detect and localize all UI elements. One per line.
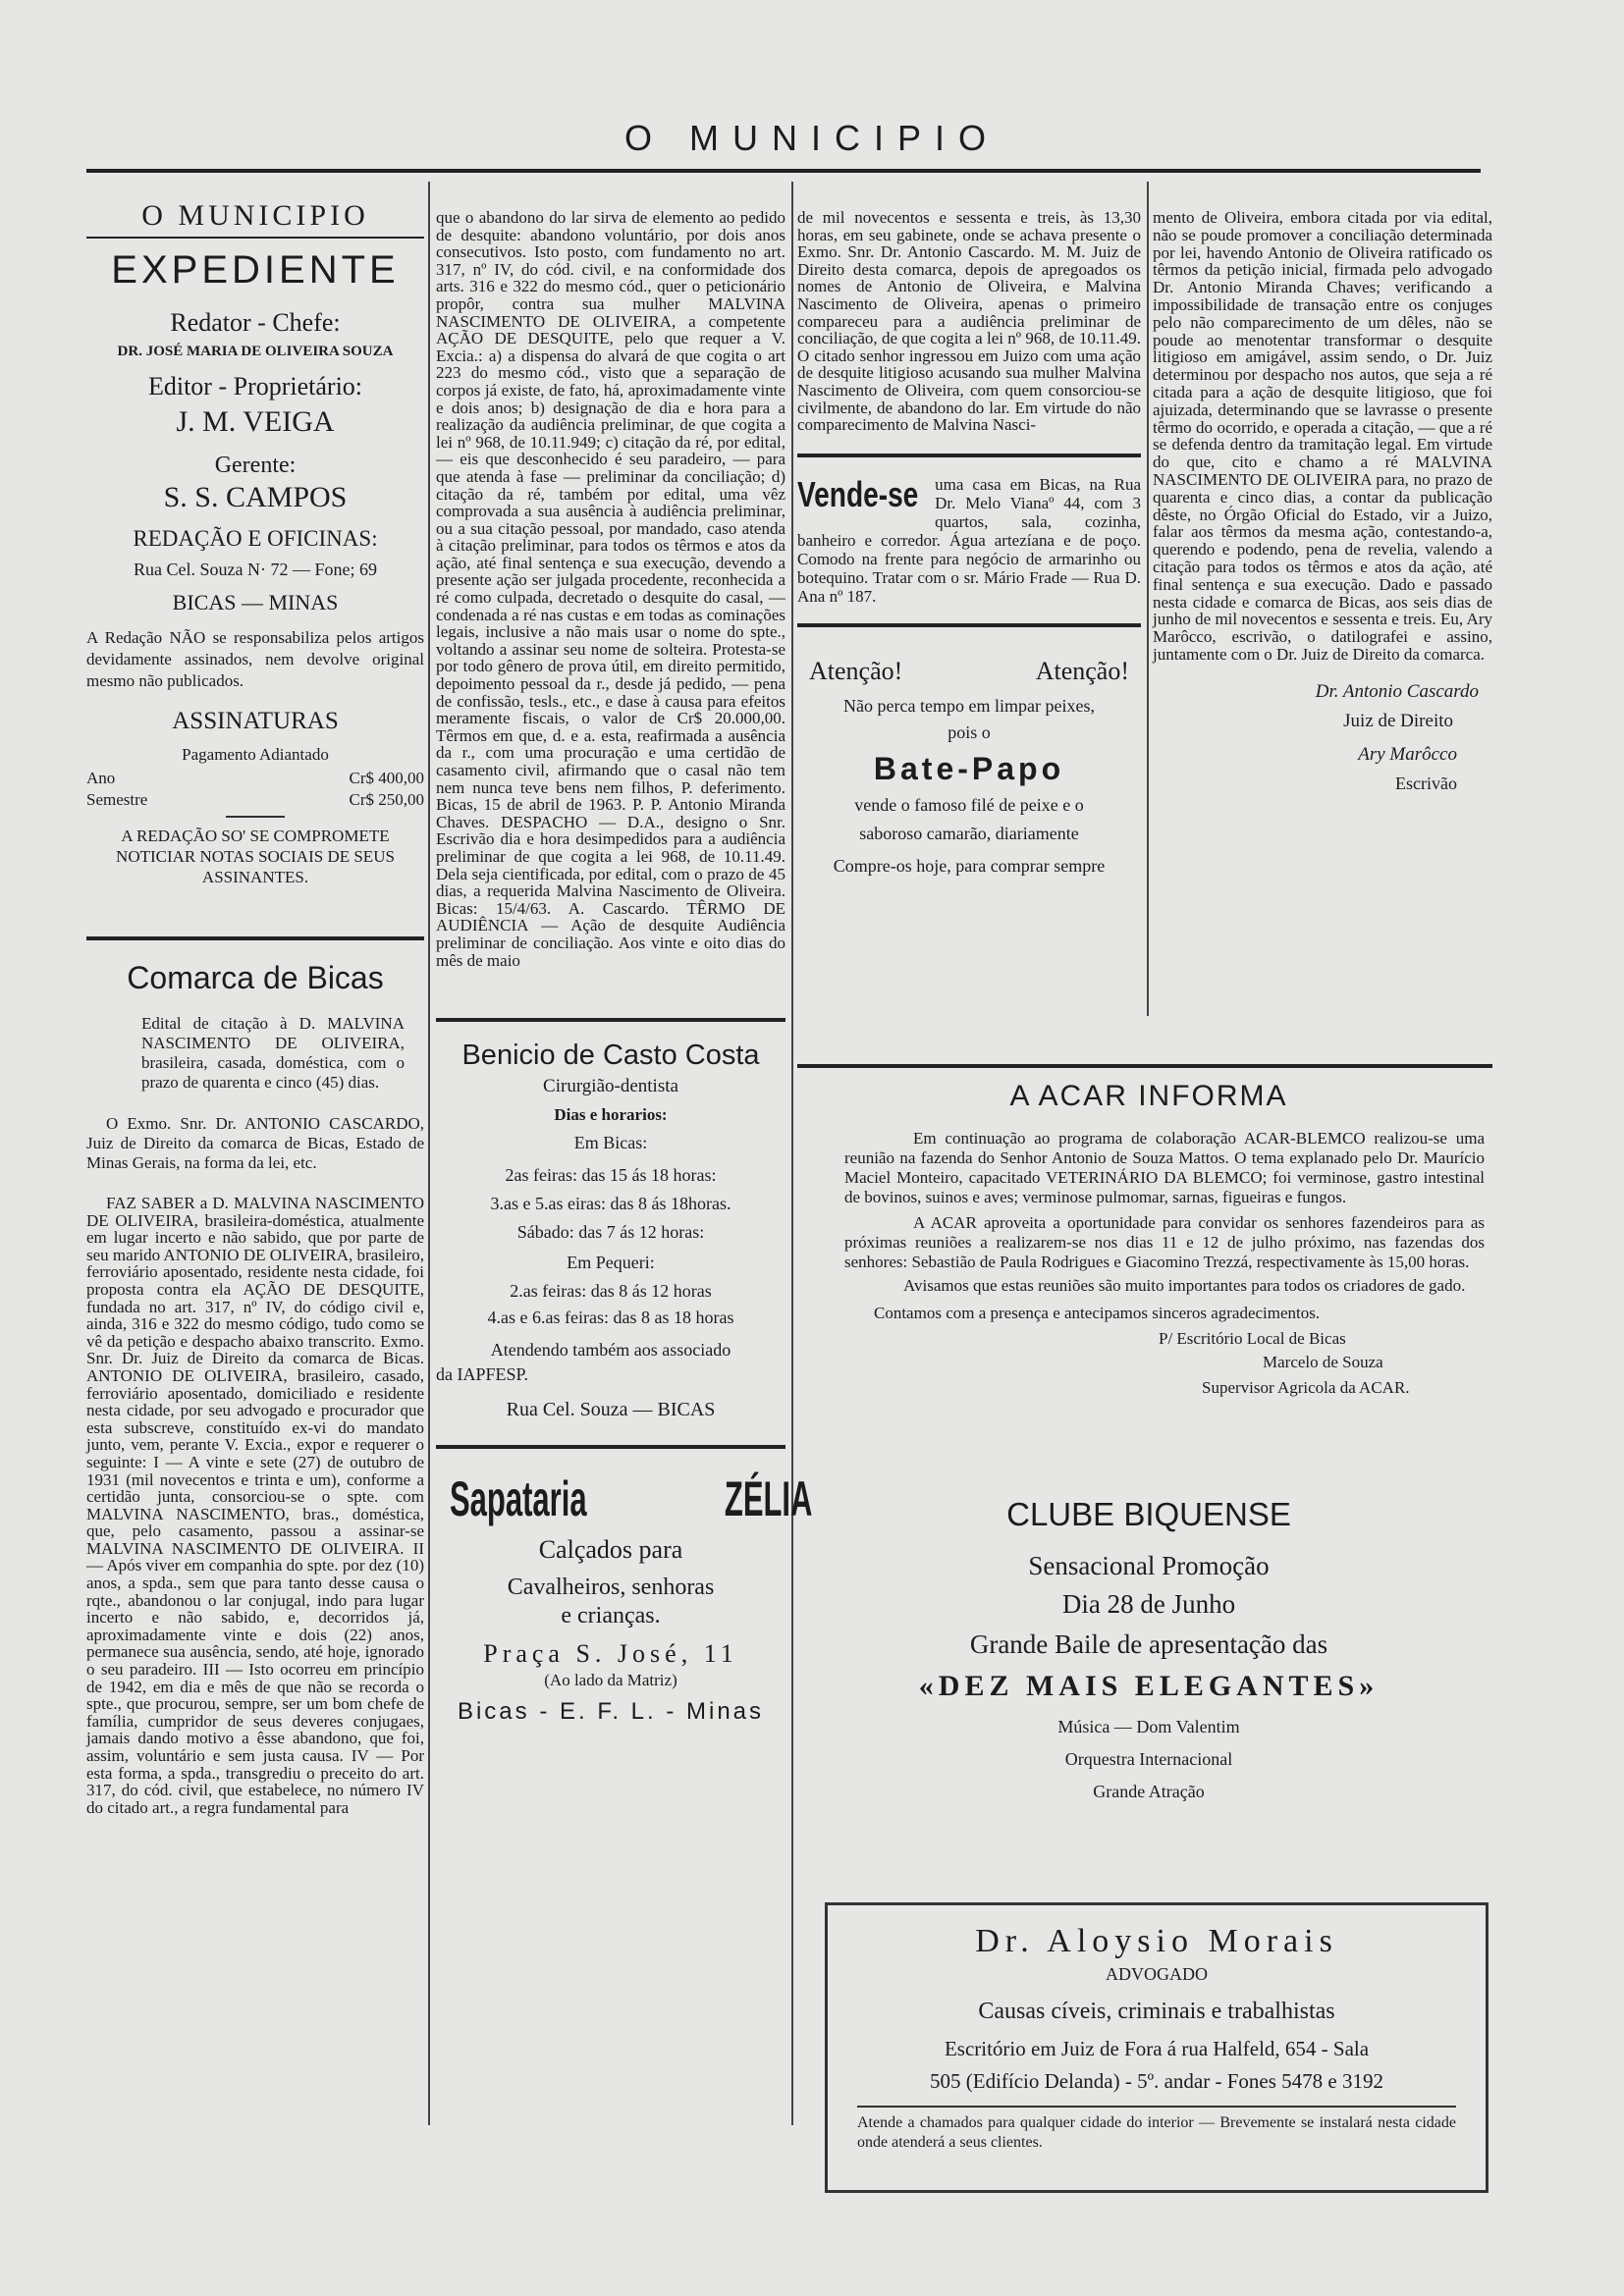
aloysio-line-4: Atende a chamados para qualquer cidade do interior — Brevemente se instalará nesta cidade onde atenderá a seus clientes. (857, 2114, 1456, 2151)
zelia-title (436, 1470, 813, 1527)
benicio-em-pequeri: Em Pequeri: (567, 1253, 655, 1273)
header-rule (86, 169, 1481, 173)
editor-label: Editor - Proprietário: (147, 372, 363, 400)
expediente-heading: EXPEDIENTE (111, 248, 400, 292)
column-1 (86, 182, 424, 1816)
disclaimer: A Redação NÃO se responsabiliza pelos artigos devidamente assinados, nem devolve original mesmo não publicados. (86, 628, 424, 690)
section-rule (436, 1018, 785, 1022)
acar-paragraph-2: A ACAR aproveita a oportunidade para convidar os senhores fazendeiros para as próximas reuniões a realizarem-se nos dias 11 e 12 de julho próximo, nas fazendas dos senhores: Sebastião de Paula Rodrigues e Giacomino Trezzá, respectivamente às 15,00 horas. (844, 1213, 1485, 1271)
clube-line-5: Música — Dom Valentim (1057, 1717, 1240, 1736)
clube-line-6: Orquestra Internacional (1064, 1749, 1233, 1769)
page-header-title: O MUNICIPIO (623, 118, 1000, 158)
comarca-body-3: de mil novecentos e sessenta e treis, às 13,30 horas, em seu gabinete, onde se achava presente o Exmo. Snr. Dr. Antonio Cascardo. M. M. Juiz de Direito desta comarca, depois de apregoados os nomes de Antonio de Oliveira, e Malvina Nascimento de Oliveira, apenas o primeiro compareceu para a audiência preliminar de conciliação, de que cogita a lei nº 968, de 10.11.49. O citado senhor ingressou em Juizo com uma ação de desquite litigioso acusando sua mulher Malvina Nascimento de Oliveira, com quem consorciou-se civilmente, de abandono do lar. Em virtude do não comparecimento de Malvina Nasci- (797, 208, 1141, 435)
signature-1-name: Dr. Antonio Cascardo (1315, 680, 1479, 702)
acar-top-rule (797, 1064, 1492, 1068)
acar-paragraph-3: Avisamos que estas reuniões são muito importantes para todos os criadores de gado. (903, 1276, 1466, 1295)
vende-ad (797, 475, 1141, 606)
column-divider (791, 182, 793, 2125)
bate-line-4: saboroso camarão, diariamente (859, 823, 1079, 843)
semestre-value: Cr$ 250,00 (349, 790, 424, 809)
semestre-label: Semestre (86, 790, 148, 809)
clube-line-2: Dia 28 de Junho (1061, 1589, 1236, 1619)
benicio-name: Benicio de Casto Costa (461, 1040, 760, 1072)
acar-paragraph-4: Contamos com a presença e antecipamos sinceros agradecimentos. (874, 1304, 1321, 1322)
clube-line-1: Sensacional Promoção (1028, 1551, 1270, 1580)
assinaturas-heading: ASSINATURAS (172, 708, 339, 734)
editor-name: J. M. VEIGA (176, 405, 335, 438)
ano-label: Ano (86, 769, 116, 787)
notice: A REDAÇÃO SO' SE COMPROMETE NOTICIAR NOTAS SOCIAIS DE SEUS ASSINANTES. (116, 827, 395, 886)
bate-attention-1: Atenção! (809, 656, 903, 685)
benicio-em-bicas: Em Bicas: (573, 1133, 648, 1153)
comarca-heading: Comarca de Bicas (127, 960, 384, 995)
signature-2-name: Ary Marôcco (1358, 743, 1457, 765)
column-2 (436, 182, 813, 1726)
clube-line-7: Grande Atração (1093, 1782, 1205, 1801)
bate-line-1: Não perca tempo em limpar peixes, (843, 695, 1095, 716)
benicio-hours-5: 4.as e 6.as feiras: das 8 as 18 horas (487, 1308, 734, 1328)
signature-2-role: Escrivão (1395, 773, 1457, 793)
address: Rua Cel. Souza N· 72 — Fone; 69 (134, 560, 377, 579)
aloysio-line-1: Causas cíveis, criminais e trabalhistas (978, 1999, 1335, 2024)
ano-value: Cr$ 400,00 (349, 769, 424, 787)
section-rule (797, 454, 1141, 457)
benicio-note-2: da IAPFESP. (436, 1364, 529, 1385)
column-divider (1147, 182, 1149, 1016)
bate-attention (797, 657, 1141, 686)
aloysio-name: Dr. Aloysio Morais (975, 1923, 1338, 1959)
comarca-intro: O Exmo. Snr. Dr. ANTONIO CASCARDO, Juiz de Direito da comarca de Bicas, Estado de Minas Gerais, na forma da lei, etc. (86, 1114, 424, 1172)
signature-1-role: Juiz de Direito (1343, 710, 1453, 731)
acar-heading: A ACAR INFORMA (1009, 1080, 1288, 1112)
benicio-hours-4: 2.as feiras: das 8 ás 12 horas (510, 1281, 712, 1302)
benicio-address: Rua Cel. Souza — BICAS (506, 1399, 716, 1421)
semestre-row (86, 790, 424, 810)
ano-row (86, 769, 424, 788)
acar-paragraph-1: Em continuação ao programa de colaboração ACAR-BLEMCO realizou-se uma reunião na fazenda do Senhor Antonio de Souza Mattos. O tema explanado pelo Dr. Maurício Maciel Monteiro, capacitado VETERINÁRIO DA BLEMCO; foi verminose, gastro intestinal de bovinos, suinos e aves; verminose pulmomar, sarnas, figueiras e fungos. (844, 1129, 1485, 1206)
column-divider (428, 182, 430, 2125)
aloysio-role: ADVOGADO (1106, 1964, 1208, 1984)
zelia-line-3: e crianças. (561, 1603, 661, 1629)
expediente-paper-name: O MUNICIPIO (86, 199, 424, 239)
zelia-line-4: Praça S. José, 11 (483, 1639, 738, 1669)
short-rule (226, 816, 285, 818)
benicio-hours-3: Sábado: das 7 ás 12 horas: (516, 1222, 705, 1243)
aloysio-line-2: Escritório em Juiz de Fora á rua Halfeld, 654 - Sala (944, 2037, 1370, 2060)
comarca-body-1: FAZ SABER a D. MALVINA NASCIMENTO DE OLIVEIRA, brasileira-doméstica, atualmente em lugar incerto e não sabido, que por parte de seu marido ANTONIO DE OLIVEIRA, brasileiro, ferroviário aposentado, residente nesta cidade, foi proposta contra ela AÇÃO DE DESQUITE, fundada no art. 317, nº IV, do código civil e, ainda, 316 e 322 do mesmo código, tudo como se vê da petição e despacho abaixo transcrito. Exmo. Snr. Dr. Juiz de Direito da comarca de Bicas. ANTONIO DE OLIVEIRA, brasileiro, casado, ferroviário aposentado, domiciliado e residente nesta cidade, por seu advogado e procurador que esta subscreve, constituído ex-vi do mandato junto, vem, perante V. Excia., expor e requerer o seguinte: I — A vinte e sete (27) de outubro de 1931 (mil novecentos e trinta e um), conforme a certidão junta, consorciou-se o spte. com MALVINA NASCIMENTO, bras., doméstica, que, pelo casamento, passou a assinar-se MALVINA NASCIMENTO DE OLIVEIRA. II — Após viver em companhia do spte. por dez (10) anos, a spda., sem que para tanto desse causa o rqte., abandonou o lar conjugal, indo para lugar incerto e não sabido, e, decorridos já, aproximadamente vinte e dois (22) anos, permanece sua ausência, sendo, até hoje, ignorado o seu paradeiro. III — Isto ocorreu em princípio de 1942, em dia e mês de que não se recorda o spte., que procurou, sempre, ser um bom chefe de família, cumpridor de seus deveres conjugaes, jamais dando motivo a êsse abandono, que foi, assim, voluntário e sem justa causa. IV — Por esta forma, a spda., transgrediu o preceito do art. 317, do cód. civil, que estabelece, no número IV do citado art., a regra fundamental para (86, 1194, 424, 1817)
bate-name: Bate-Papo (873, 750, 1065, 786)
zelia-line-1: Calçados para (538, 1535, 683, 1565)
column-4 (1153, 182, 1492, 1065)
section-rule (797, 623, 1141, 627)
aloysio-box (825, 1902, 1489, 2193)
redator-name: DR. JOSÉ MARIA DE OLIVEIRA SOUZA (117, 344, 394, 359)
acar-sign-3: Supervisor Agricola da ACAR. (1202, 1378, 1410, 1397)
column-3 (797, 182, 1141, 1163)
aloysio-rule (857, 2106, 1456, 2108)
redator-label: Redator - Chefe: (170, 308, 341, 337)
acar-section (805, 1080, 1492, 1398)
section-rule (86, 936, 424, 940)
clube-section (805, 1496, 1492, 1802)
bate-attention-2: Atenção! (1035, 656, 1129, 685)
benicio-hours-heading: Dias e horarios: (554, 1105, 668, 1125)
zelia-line-6: Bicas - E. F. L. - Minas (457, 1698, 765, 1726)
pagamento-label: Pagamento Adiantado (182, 745, 329, 764)
zelia-name-1: Sapataria (450, 1471, 587, 1527)
section-rule (436, 1445, 785, 1449)
acar-sign-2: Marcelo de Souza (1263, 1353, 1383, 1371)
aloysio-line-3: 505 (Edifício Delanda) - 5º. andar - Fones 5478 e 3192 (930, 2069, 1383, 2093)
vende-text: uma casa em Bicas, na Rua Dr. Melo Vianaº 44, com 3 quartos, sala, cozinha, banheiro e corredor. Água artezíana e de poço. Comodo na frente para negócio de armarinho ou botequino. Tratar com o sr. Mário Frade — Rua D. Ana nº 187. (797, 474, 1141, 606)
comarca-subheading: Edital de citação à D. MALVINA NASCIMENTO DE OLIVEIRA, brasileira, casada, doméstica, com o prazo de quarenta e cinco (45) dias. (141, 1014, 405, 1092)
gerente-label: Gerente: (214, 453, 297, 478)
redacao-label: REDAÇÃO E OFICINAS: (133, 526, 378, 551)
clube-line-4: «DEZ MAIS ELEGANTES» (918, 1670, 1380, 1702)
bate-line-5: Compre-os hoje, para comprar sempre (833, 855, 1106, 876)
vende-heading: Vende-se (797, 473, 919, 514)
bate-line-3: vende o famoso filé de peixe e o (854, 794, 1084, 815)
acar-sign-1: P/ Escritório Local de Bicas (1159, 1329, 1346, 1348)
clube-heading: CLUBE BIQUENSE (1006, 1496, 1291, 1532)
gerente-name: S. S. CAMPOS (163, 481, 348, 513)
benicio-hours-1: 2as feiras: das 15 ás 18 horas: (505, 1165, 717, 1186)
zelia-line-2: Cavalheiros, senhoras (507, 1575, 715, 1601)
city: BICAS — MINAS (172, 590, 339, 614)
benicio-hours-2: 3.as e 5.as eiras: das 8 ás 18horas. (490, 1194, 731, 1214)
comarca-body-2: que o abandono do lar sirva de elemento ao pedido de desquite: abandono voluntário, por dois anos consecutivos. Isto posto, com fundamento no art. 317, nº IV, do cód. civil, e na conformidade dos arts. 316 e 322 do mesmo cód., quer o peticionário propôr, contra sua mulher MALVINA NASCIMENTO DE OLIVEIRA, a competente AÇÃO DE DESQUITE, pelo que requer a V. Excia.: a) a dispensa do alvará de que cogita o art 223 do mesmo cód., visto que a separação de corpos já existe, de fato, há, aproximadamente vinte e dois anos; b) designação de dia e hora para a realização da audiência preliminar, de que cogita a lei nº 968, de 10.11.949; c) citação da ré, por edital, — eis que desconhecido é seu paradeiro, — para que atenda à fase — preliminar da conciliação; d) citação da ré, também por edital, uma vêz comprovada a sua ausência à audiência preliminar, ou a sua citação pessoal, por mandado, caso atenda à citação preliminar, para todos os têrmos e atos da ação, até final sentença e sua execução, devendo a presente ação ser julgada procedente, reconhecida a ré como culpada, decretado o desquite do casal, — condenada a ré nas custas e em todas as cominações legais, inclusive a não mais usar o nome do spte., voltando a assinar seu nome de solteira. Protesta-se por todo gênero de prova útil, em direito permitido, depoimento pessoal da r., desde já pedido, — pena de confissão, tesls., etc., e dase à causa para efeitos meramente fiscais, o valor de Cr$ 20.000,00. Têrmos em que, d. e a. esta, reafirmada a ausência da r., com uma procuração e uma certidão de casamento civil, afirmando que o casal não tem nem nunca teve bens nem filhos, P. deferimento. Bicas, 15 de abril de 1963. P. P. Antonio Miranda Chaves. DESPACHO — D.A., designo o Snr. Escrivão dia e hora desimpedidos para a audiência preliminar de que cogita a lei 968, de 10.11.49. Dela seja cientificada, por edital, com o prazo de 45 dias, a requerida Malvina Nascimento de Oliveira. Bicas: 15/4/63. A. Cascardo. TÊRMO DE AUDIÊNCIA — Ação de desquite Audiência preliminar de conciliação. Aos vinte e oito dias do mês de maio (436, 208, 785, 970)
zelia-line-5: (Ao lado da Matriz) (544, 1671, 677, 1690)
clube-line-3: Grande Baile de apresentação das (969, 1629, 1328, 1659)
benicio-role: Cirurgião-dentista (543, 1076, 678, 1097)
comarca-body-4: mento de Oliveira, embora citada por via edital, não se poude promover a conciliação determinada por lei, havendo Antonio de Oliveira ratificado os têrmos da petição inicial, firmada pelo advogado Dr. Antonio Miranda Chaves; verificando a impossibilidade de transação entre os conjuges pelo não comparecimento de um dêles, não se poude ao menotentar transformar o desquite litigioso em amigável, assim sendo, o Dr. Juiz determinou por despacho nos autos, que seja a ré citada para a ação de desquite litigioso, que foi ajuizada, determinando que se lavrasse o presente têrmo do ocorrido, e operada a citação, — que a ré se defenda dentro da tramitação legal. Em virtude do que, cito e chamo a ré MALVINA NASCIMENTO DE OLIVEIRA para, no prazo de quarenta e cinco dias, a contar da publicação dêste, no Órgão Oficial do Estado, vir a Juizo, falar aos têrmos da mesma ação, contestando-a, querendo e podendo, pena de revelia, valendo a citação para todos os têrmos e atos da ação, até final sentença e sua execução. Dado e passado nesta cidade e comarca de Bicas, aos seis dias de junho de mil novecentos e sessenta e treis. Eu, Ary Marôcco, escrivão, o datilografei e assino, juntamente com o Dr. Juiz de Direito da comarca. (1153, 208, 1492, 664)
zelia-name-2: ZÉLIA (725, 1471, 813, 1527)
benicio-note-1: Atendendo também aos associado (490, 1340, 731, 1361)
bate-line-2: pois o (947, 721, 991, 742)
